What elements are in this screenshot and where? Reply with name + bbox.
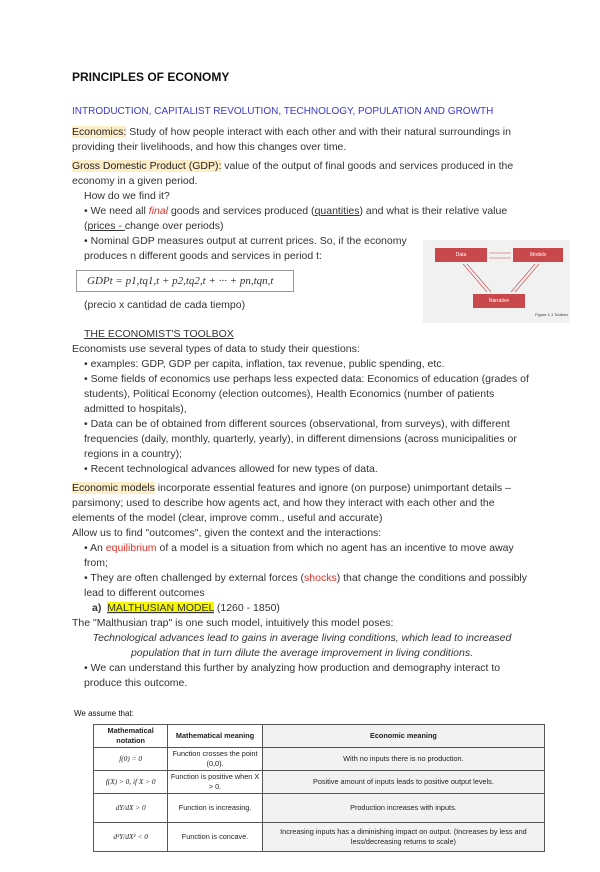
section-subtitle: INTRODUCTION, CAPITALIST REVOLUTION, TECHNOLOGY, POPULATION AND GROWTH xyxy=(72,106,494,117)
table-row: f(0) = 0 Function crosses the point (0,0). With no inputs there is no production. xyxy=(94,748,545,771)
bullet: • Recent technological advances allowed for new types of data. xyxy=(84,463,378,475)
definition-text: Study of how people interact with each other and with their natural surroundings in providing their livelihoods, and how this changes over time. xyxy=(72,126,511,153)
text: The "Malthusian trap" is one such model, intuitively this model poses: xyxy=(72,617,394,629)
intro: Economists use several types of data to study their questions: xyxy=(72,343,360,355)
models-section: Economic models incorporate essential features and ignore (on purpose) unimportant details – parsimony; used to describe how agents act, and how they interact with each other and the elements of the model (clear, improve comm., useful and accurate) Allow us to find "outcomes", given the context and the interactions: • An equilibrium of a model is a situation from which no agent has an incentive to move away from; • They are often challenged by external forces (shocks) that change the conditions and possibly lead to different outcomes xyxy=(72,481,532,601)
header-cell: Economic meaning xyxy=(262,725,544,748)
question: How do we find it? xyxy=(84,190,170,202)
bullet: • examples: GDP, GDP per capita, inflation, tax revenue, public spending, etc. xyxy=(84,358,445,370)
bullet: • Nominal GDP measures output at current prices. So, if the economy produces n different goods and services in period t: xyxy=(84,235,407,262)
header-cell: Mathematical notation xyxy=(94,725,168,748)
document-body xyxy=(72,125,568,691)
bullet: • They are often challenged by external forces (shocks) that change the conditions and possibly lead to different outcomes xyxy=(84,572,528,599)
malthus-section xyxy=(72,601,532,691)
gdp-definition xyxy=(72,159,568,317)
data-box: Data xyxy=(435,248,487,262)
toolbox-section xyxy=(72,342,532,477)
term: Economic models xyxy=(72,482,155,494)
table-row: dY/dX > 0 Function is increasing. Production increases with inputs. xyxy=(94,794,545,823)
economics-definition xyxy=(72,125,532,155)
malthus-heading: a) MALTHUSIAN MODEL (1260 - 1850) xyxy=(92,602,280,614)
bullet: • Some fields of economics use perhaps less expected data: Economics of education (grades of students), Political Economy (election outcomes), Health Economics (number of patients admitted to hospitals), xyxy=(84,373,529,415)
toolbox-heading: THE ECONOMIST'S TOOLBOX xyxy=(84,328,234,340)
text: Allow us to find "outcomes", given the context and the interactions: xyxy=(72,527,382,539)
definition-text: value of the output of final goods and services produced in the economy in a given period. xyxy=(72,160,514,187)
diagram-caption: Figure 1.1 Toolbox xyxy=(535,312,568,317)
term: Economics: xyxy=(72,126,127,138)
note: (precio x cantidad de cada tiempo) xyxy=(84,299,246,311)
bullet: • We need all final goods and services produced (quantities) and what is their relative value (prices - change over periods) xyxy=(84,205,508,232)
bullet: • Data can be of obtained from different sources (observational, from surveys), with different frequencies (daily, monthly, quarterly, yearly), in different dimensions (across municipalities or regions in a country); xyxy=(84,418,517,460)
table-row: f(X) > 0, if X > 0 Function is positive when X > 0. Positive amount of inputs leads to positive output levels. xyxy=(94,771,545,794)
gdp-formula: GDPt = p1,tq1,t + p2,tq2,t + ··· + pn,tqn,t xyxy=(76,270,294,292)
page-title: PRINCIPLES OF ECONOMY xyxy=(72,70,230,84)
term: Gross Domestic Product (GDP): xyxy=(72,160,222,172)
toolbox-diagram xyxy=(423,240,570,323)
assume-label: We assume that: xyxy=(74,709,134,718)
quote: Technological advances lead to gains in average living conditions, which lead to increased population that in turn dilute the average improvement in living conditions. xyxy=(92,632,512,659)
assumptions-table xyxy=(93,724,545,852)
bullet: • An equilibrium of a model is a situation from which no agent has an incentive to move away from; xyxy=(84,542,514,569)
narrative-box: Narrative xyxy=(473,294,525,308)
table-row: d²Y/dX² < 0 Function is concave. Increasing inputs has a diminishing impact on output. (Increases by less and less/decreasing returns to scale) xyxy=(94,823,545,852)
bullet: • We can understand this further by analyzing how production and demography interact to produce this outcome. xyxy=(84,662,501,689)
header-cell: Mathematical meaning xyxy=(168,725,263,748)
models-box: Models xyxy=(513,248,563,262)
